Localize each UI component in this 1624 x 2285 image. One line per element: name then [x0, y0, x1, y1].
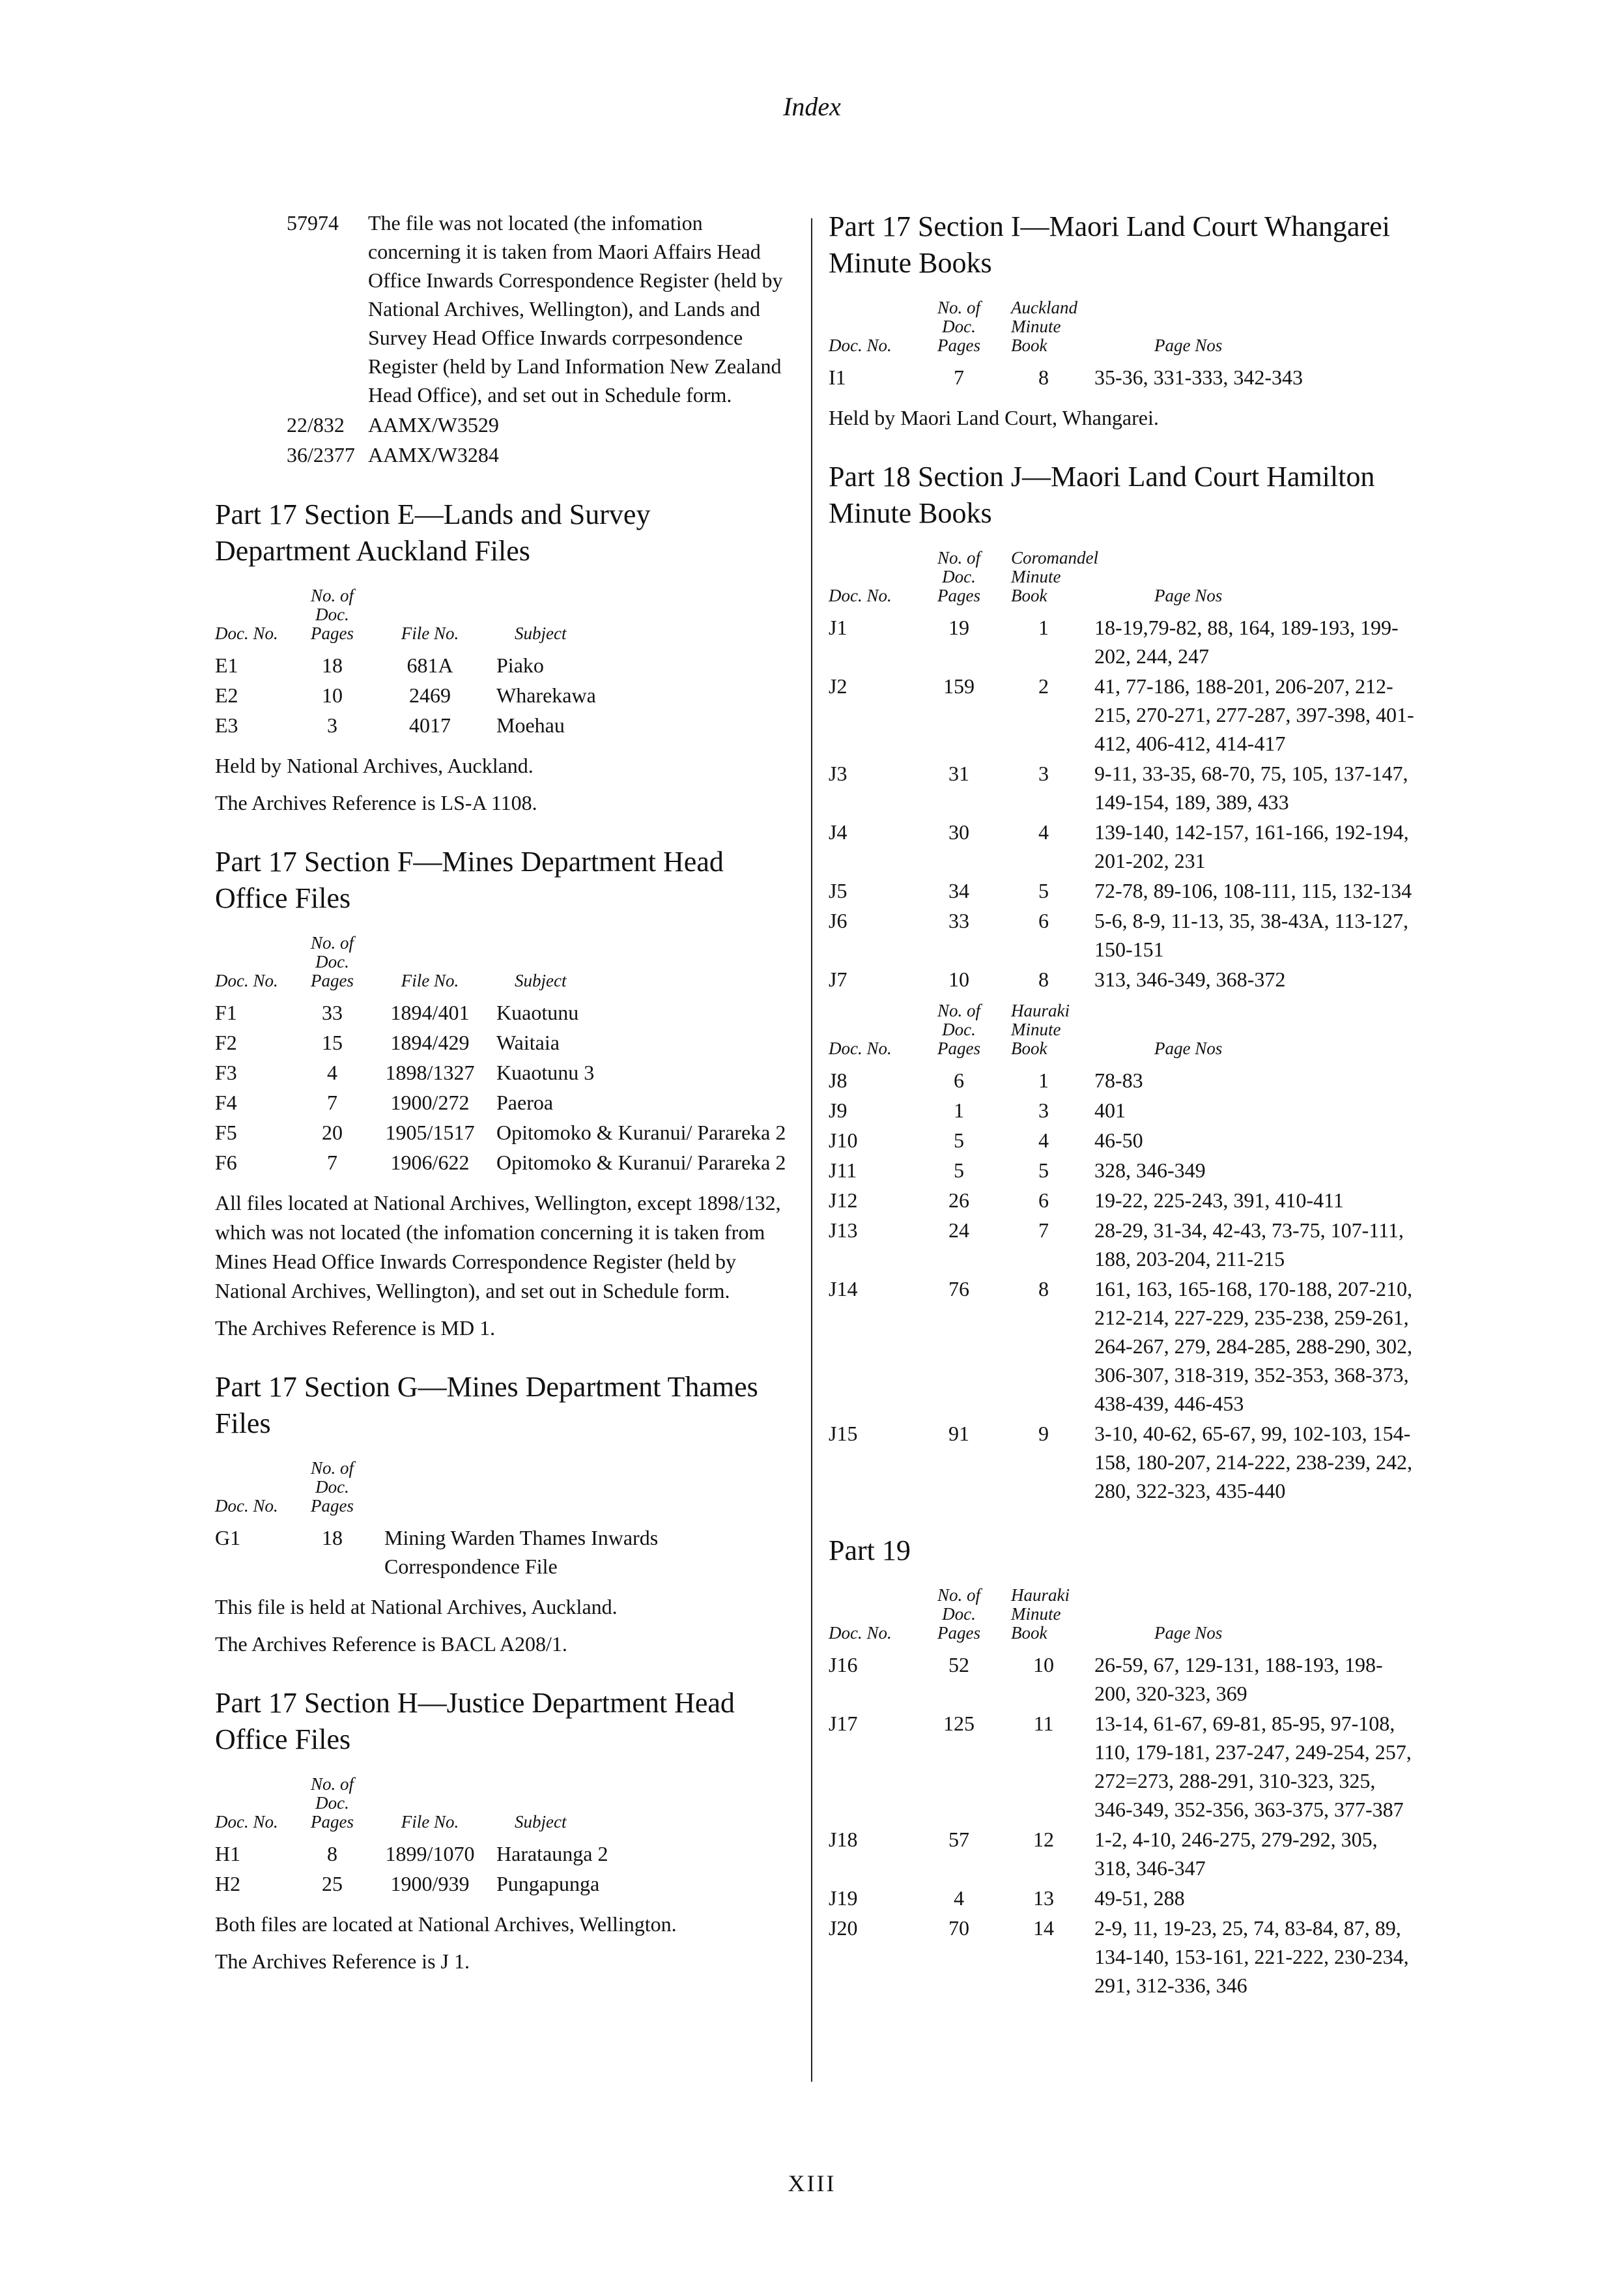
section-note: The Archives Reference is J 1.	[215, 1949, 470, 1973]
minute-book: 5	[1038, 1158, 1049, 1182]
table-header-row	[829, 1586, 1415, 1650]
page-nos: 72-78, 89-106, 108-111, 115, 132-134	[1094, 879, 1412, 902]
section-heading: Part 19	[829, 1534, 911, 1566]
doc-pages: 76	[948, 1277, 969, 1301]
section-heading: Part 17 Section H—Justice Department Head Office Files	[215, 1687, 735, 1755]
page-nos: 19-22, 225-243, 391, 410-411	[1094, 1188, 1344, 1212]
doc-pages: 18	[322, 1526, 343, 1549]
page-nos: 2-9, 11, 19-23, 25, 74, 83-84, 87, 89, 134-140, 153-161, 221-222, 230-234, 291, 312-336, 346	[1094, 1916, 1409, 1997]
section-note: Held by National Archives, Auckland.	[215, 754, 534, 777]
page-nos: 41, 77-186, 188-201, 206-207, 212-215, 270-271, 277-287, 397-398, 401-412, 406-412, 414-417	[1094, 674, 1414, 755]
doc-pages: 7	[954, 366, 964, 389]
doc-no: J7	[829, 968, 848, 991]
col-file-no: File No.	[401, 1812, 459, 1832]
table-row	[215, 681, 788, 711]
minute-book: 1	[1038, 616, 1049, 639]
page-nos: 161, 163, 165-168, 170-188, 207-210, 212-214, 227-229, 235-238, 259-261, 264-267, 279, 284-285, 288-290, 302, 306-307, 318-319, 352-353, 368-373, 438-439, 446-453	[1094, 1277, 1412, 1415]
subject: Kuaotunu	[496, 1001, 579, 1024]
intro-entry	[287, 410, 788, 440]
section-note: This file is held at National Archives, Auckland.	[215, 1595, 618, 1618]
table-row	[829, 1884, 1415, 1914]
minute-book: 12	[1033, 1828, 1054, 1851]
doc-pages: 31	[948, 762, 969, 785]
page-nos: 46-50	[1094, 1128, 1143, 1152]
file-no: 2469	[409, 683, 451, 707]
minute-book: 4	[1038, 1128, 1049, 1152]
minute-book: 5	[1038, 879, 1049, 902]
subject: Paeroa	[496, 1091, 554, 1114]
col-doc-pages: No. of Doc. Pages	[310, 586, 354, 643]
section-note: The Archives Reference is BACL A208/1.	[215, 1632, 567, 1656]
doc-pages: 20	[322, 1121, 343, 1144]
doc-pages: 52	[948, 1653, 969, 1676]
doc-no: J14	[829, 1277, 858, 1301]
doc-no: E3	[215, 713, 238, 737]
table-row	[215, 711, 788, 741]
page-nos: 49-51, 288	[1094, 1886, 1185, 1910]
doc-pages: 34	[948, 879, 969, 902]
doc-no: E2	[215, 683, 238, 707]
doc-no: J17	[829, 1712, 858, 1735]
table-row	[215, 1118, 788, 1148]
table-row	[829, 965, 1415, 995]
col-file-no: File No.	[401, 624, 459, 643]
doc-no: J4	[829, 820, 848, 844]
table-row	[829, 1126, 1415, 1156]
doc-pages: 5	[954, 1128, 964, 1152]
doc-pages: 30	[948, 820, 969, 844]
doc-pages: 159	[943, 674, 975, 698]
subject: Wharekawa	[496, 683, 596, 707]
right-column	[829, 208, 1415, 2001]
minute-book: 8	[1038, 1277, 1049, 1301]
table-row	[829, 1274, 1415, 1419]
col-doc-pages: No. of Doc. Pages	[937, 298, 980, 355]
table-header-row	[829, 549, 1415, 613]
col-minute-book: Hauraki Minute Book	[1011, 1001, 1070, 1058]
file-no: 1894/429	[390, 1031, 470, 1054]
page-nos: 35-36, 331-333, 342-343	[1094, 366, 1303, 389]
file-no: 1905/1517	[385, 1121, 475, 1144]
col-doc-no: Doc. No.	[829, 1039, 892, 1058]
doc-no: F5	[215, 1121, 237, 1144]
subject: Mining Warden Thames Inwards Correspondence File	[384, 1526, 659, 1578]
col-page-nos: Page Nos	[1154, 1039, 1223, 1058]
right-sections	[829, 208, 1415, 2001]
table-header-row	[829, 995, 1415, 1066]
table-header-row	[215, 1459, 788, 1523]
subject: Kuaotunu 3	[496, 1061, 595, 1084]
section-note: Both files are located at National Archives, Wellington.	[215, 1912, 677, 1936]
col-file-no: File No.	[401, 971, 459, 990]
doc-pages: 125	[943, 1712, 975, 1735]
doc-no: J10	[829, 1128, 858, 1152]
page-nos: 28-29, 31-34, 42-43, 73-75, 107-111, 188, 203-204, 211-215	[1094, 1218, 1404, 1271]
col-blank	[371, 1459, 788, 1523]
table-row	[215, 1869, 788, 1899]
intro-entry-id: 36/2377	[287, 443, 355, 467]
col-minute-book: Coromandel Minute Book	[1011, 548, 1098, 605]
table-row	[829, 613, 1415, 672]
file-no: 1898/1327	[385, 1061, 475, 1084]
col-doc-no: Doc. No.	[215, 971, 278, 990]
minute-book: 3	[1038, 762, 1049, 785]
table-row	[215, 1028, 788, 1058]
file-no: 1899/1070	[385, 1842, 475, 1865]
index-section	[215, 1369, 788, 1659]
doc-pages: 33	[322, 1001, 343, 1024]
doc-pages: 3	[327, 713, 337, 737]
doc-pages: 26	[948, 1188, 969, 1212]
index-section	[215, 1685, 788, 1976]
page-nos: 78-83	[1094, 1069, 1143, 1092]
file-no: 681A	[406, 654, 453, 677]
page-nos: 313, 346-349, 368-372	[1094, 968, 1286, 991]
table-header-row	[215, 586, 788, 651]
page-nos: 18-19,79-82, 88, 164, 189-193, 199-202, 244, 247	[1094, 616, 1399, 668]
doc-no: E1	[215, 654, 238, 677]
subject: Pungapunga	[496, 1872, 600, 1895]
minute-book: 7	[1038, 1218, 1049, 1242]
intro-entry-id: 22/832	[287, 413, 345, 437]
page-header: Index	[783, 92, 841, 121]
page-nos: 5-6, 8-9, 11-13, 35, 38-43A, 113-127, 150-151	[1094, 909, 1409, 961]
index-section	[829, 208, 1415, 433]
doc-no: J8	[829, 1069, 848, 1092]
minute-book-table	[829, 549, 1415, 1506]
doc-no: J16	[829, 1653, 858, 1676]
doc-pages: 91	[948, 1422, 969, 1445]
col-doc-no: Doc. No.	[829, 1623, 892, 1643]
index-section	[829, 459, 1415, 1506]
col-doc-no: Doc. No.	[215, 624, 278, 643]
index-section	[829, 1532, 1415, 2001]
doc-no: J13	[829, 1218, 858, 1242]
minute-book: 14	[1033, 1916, 1054, 1940]
minute-book: 2	[1038, 674, 1049, 698]
minute-book: 8	[1038, 366, 1049, 389]
doc-no: G1	[215, 1526, 241, 1549]
col-subject: Subject	[515, 971, 567, 990]
doc-no: F4	[215, 1091, 237, 1114]
doc-pages: 10	[322, 683, 343, 707]
intro-entry	[287, 440, 788, 470]
table-header-row	[829, 298, 1415, 363]
doc-pages: 7	[327, 1151, 337, 1174]
doc-pages: 7	[327, 1091, 337, 1114]
col-page-nos: Page Nos	[1154, 336, 1223, 355]
minute-book: 9	[1038, 1422, 1049, 1445]
table-row	[829, 906, 1415, 965]
doc-no: J1	[829, 616, 848, 639]
subject: Waitaia	[496, 1031, 560, 1054]
file-no: 4017	[409, 713, 451, 737]
doc-pages: 5	[954, 1158, 964, 1182]
table-row	[215, 1523, 788, 1582]
table-row	[829, 876, 1415, 906]
table-header-row	[215, 1775, 788, 1839]
page-nos: 139-140, 142-157, 161-166, 192-194, 201-202, 231	[1094, 820, 1409, 872]
index-section	[215, 844, 788, 1343]
table-row	[215, 1148, 788, 1178]
doc-no: H1	[215, 1842, 241, 1865]
doc-no: J5	[829, 879, 848, 902]
doc-no: J6	[829, 909, 848, 932]
doc-pages: 18	[322, 654, 343, 677]
doc-pages: 70	[948, 1916, 969, 1940]
section-heading: Part 18 Section J—Maori Land Court Hamilton Minute Books	[829, 461, 1375, 529]
minute-book: 6	[1038, 1188, 1049, 1212]
doc-pages: 1	[954, 1099, 964, 1122]
doc-pages: 4	[327, 1061, 337, 1084]
table-row	[215, 1058, 788, 1088]
col-doc-no: Doc. No.	[829, 336, 892, 355]
page-number: XIII	[788, 2170, 836, 2196]
intro-entry	[287, 208, 788, 410]
table-row	[215, 998, 788, 1028]
minute-book: 13	[1033, 1886, 1054, 1910]
table-row	[829, 1419, 1415, 1506]
table-row	[829, 1096, 1415, 1126]
doc-no: J19	[829, 1886, 858, 1910]
section-note: The Archives Reference is MD 1.	[215, 1316, 496, 1340]
column-divider	[811, 218, 812, 2082]
doc-no: J20	[829, 1916, 858, 1940]
page-nos: 401	[1094, 1099, 1126, 1122]
section-heading: Part 17 Section G—Mines Department Thames Files	[215, 1371, 758, 1439]
section-heading: Part 17 Section F—Mines Department Head Office Files	[215, 846, 724, 914]
col-doc-pages: No. of Doc. Pages	[310, 933, 354, 990]
left-column	[215, 208, 788, 1976]
minute-book-table	[829, 298, 1415, 393]
subject: Moehau	[496, 713, 565, 737]
file-no: 1900/939	[390, 1872, 470, 1895]
subject: Opitomoko & Kuranui/ Parareka 2	[496, 1151, 786, 1174]
page-nos: 13-14, 61-67, 69-81, 85-95, 97-108, 110, 179-181, 237-247, 249-254, 257, 272=273, 288-291, 310-323, 325, 346-349, 352-356, 363-375, 377-387	[1094, 1712, 1412, 1821]
minute-book: 4	[1038, 820, 1049, 844]
table-row	[829, 1066, 1415, 1096]
table-row	[829, 1650, 1415, 1709]
intro-entry-text: The file was not located (the infomation concerning it is taken from Maori Affairs Head Office Inwards Correspondence Register (held by National Archives, Wellington), and Lands and Survey Head Office Inwards corrpesondence Register (held by Land Information New Zealand Head Office), and set out in Schedule form.	[368, 211, 783, 407]
page-nos: 1-2, 4-10, 246-275, 279-292, 305, 318, 346-347	[1094, 1828, 1378, 1880]
doc-no: J11	[829, 1158, 857, 1182]
page-nos: 328, 346-349	[1094, 1158, 1206, 1182]
table-row	[829, 759, 1415, 818]
table-row	[215, 651, 788, 681]
left-sections	[215, 496, 788, 1976]
col-doc-pages: No. of Doc. Pages	[937, 1585, 980, 1643]
doc-no: J15	[829, 1422, 858, 1445]
intro-entry-text: AAMX/W3529	[368, 413, 499, 437]
minute-book: 3	[1038, 1099, 1049, 1122]
file-no: 1894/401	[390, 1001, 470, 1024]
table-row	[829, 818, 1415, 876]
table-header-row	[215, 934, 788, 998]
minute-book: 11	[1033, 1712, 1054, 1735]
doc-pages: 57	[948, 1828, 969, 1851]
doc-pages: 6	[954, 1069, 964, 1092]
section-note: Held by Maori Land Court, Whangarei.	[829, 406, 1159, 429]
doc-no: I1	[829, 366, 846, 389]
index-table	[215, 1775, 788, 1899]
doc-pages: 25	[322, 1872, 343, 1895]
col-subject: Subject	[515, 624, 567, 643]
index-section	[215, 496, 788, 818]
section-heading: Part 17 Section E—Lands and Survey Department Auckland Files	[215, 498, 651, 567]
col-minute-book: Auckland Minute Book	[1011, 298, 1077, 355]
table-row	[829, 672, 1415, 759]
table-row	[829, 1186, 1415, 1216]
col-doc-no: Doc. No.	[829, 586, 892, 605]
table-row	[829, 363, 1415, 393]
table-row	[829, 1825, 1415, 1884]
minute-book: 1	[1038, 1069, 1049, 1092]
doc-pages: 8	[327, 1842, 337, 1865]
col-page-nos: Page Nos	[1154, 586, 1223, 605]
doc-no: J2	[829, 674, 848, 698]
table-row	[829, 1216, 1415, 1274]
doc-pages: 15	[322, 1031, 343, 1054]
doc-pages: 10	[948, 968, 969, 991]
table-row	[829, 1709, 1415, 1825]
minute-book: 6	[1038, 909, 1049, 932]
page-nos: 3-10, 40-62, 65-67, 99, 102-103, 154-158, 180-207, 214-222, 238-239, 242, 280, 322-323, 435-440	[1094, 1422, 1412, 1502]
subject: Piako	[496, 654, 544, 677]
page-nos: 9-11, 33-35, 68-70, 75, 105, 137-147, 149-154, 189, 389, 433	[1094, 762, 1408, 814]
doc-no: J3	[829, 762, 848, 785]
index-table	[215, 586, 788, 741]
col-doc-pages: No. of Doc. Pages	[310, 1458, 354, 1516]
intro-entry-text: AAMX/W3284	[368, 443, 499, 467]
col-doc-no: Doc. No.	[215, 1496, 278, 1516]
minute-book-table	[829, 1586, 1415, 2001]
doc-no: J18	[829, 1828, 858, 1851]
section-note: All files located at National Archives, Wellington, except 1898/132, which was not located (the infomation concerning it is taken from Mines Head Office Inwards Correspondence Register (held by National Archives, Wellington), and set out in Schedule form.	[215, 1191, 781, 1302]
col-doc-no: Doc. No.	[215, 1812, 278, 1832]
col-subject: Subject	[515, 1812, 567, 1832]
col-minute-book: Hauraki Minute Book	[1011, 1585, 1070, 1643]
doc-no: J12	[829, 1188, 858, 1212]
file-no: 1900/272	[390, 1091, 470, 1114]
col-page-nos: Page Nos	[1154, 1623, 1223, 1643]
doc-no: F6	[215, 1151, 237, 1174]
col-doc-pages: No. of Doc. Pages	[310, 1774, 354, 1832]
doc-no: F3	[215, 1061, 237, 1084]
doc-no: F1	[215, 1001, 237, 1024]
doc-no: H2	[215, 1872, 241, 1895]
minute-book: 8	[1038, 968, 1049, 991]
doc-pages: 24	[948, 1218, 969, 1242]
intro-entries	[287, 208, 788, 470]
table-row	[215, 1088, 788, 1118]
table-row	[215, 1839, 788, 1869]
subject: Opitomoko & Kuranui/ Parareka 2	[496, 1121, 786, 1144]
index-table	[215, 934, 788, 1178]
doc-no: J9	[829, 1099, 848, 1122]
col-doc-pages: No. of Doc. Pages	[937, 548, 980, 605]
intro-entry-id: 57974	[287, 211, 339, 235]
section-note: The Archives Reference is LS-A 1108.	[215, 791, 537, 814]
file-no: 1906/622	[390, 1151, 470, 1174]
subject: Harataunga 2	[496, 1842, 608, 1865]
minute-book: 10	[1033, 1653, 1054, 1676]
doc-pages: 33	[948, 909, 969, 932]
index-table	[215, 1459, 788, 1582]
section-heading: Part 17 Section I—Maori Land Court Whangarei Minute Books	[829, 210, 1390, 279]
col-doc-pages: No. of Doc. Pages	[937, 1001, 980, 1058]
doc-no: F2	[215, 1031, 237, 1054]
doc-pages: 4	[954, 1886, 964, 1910]
table-row	[829, 1914, 1415, 2001]
doc-pages: 19	[948, 616, 969, 639]
table-row	[829, 1156, 1415, 1186]
page-nos: 26-59, 67, 129-131, 188-193, 198-200, 320-323, 369	[1094, 1653, 1383, 1705]
